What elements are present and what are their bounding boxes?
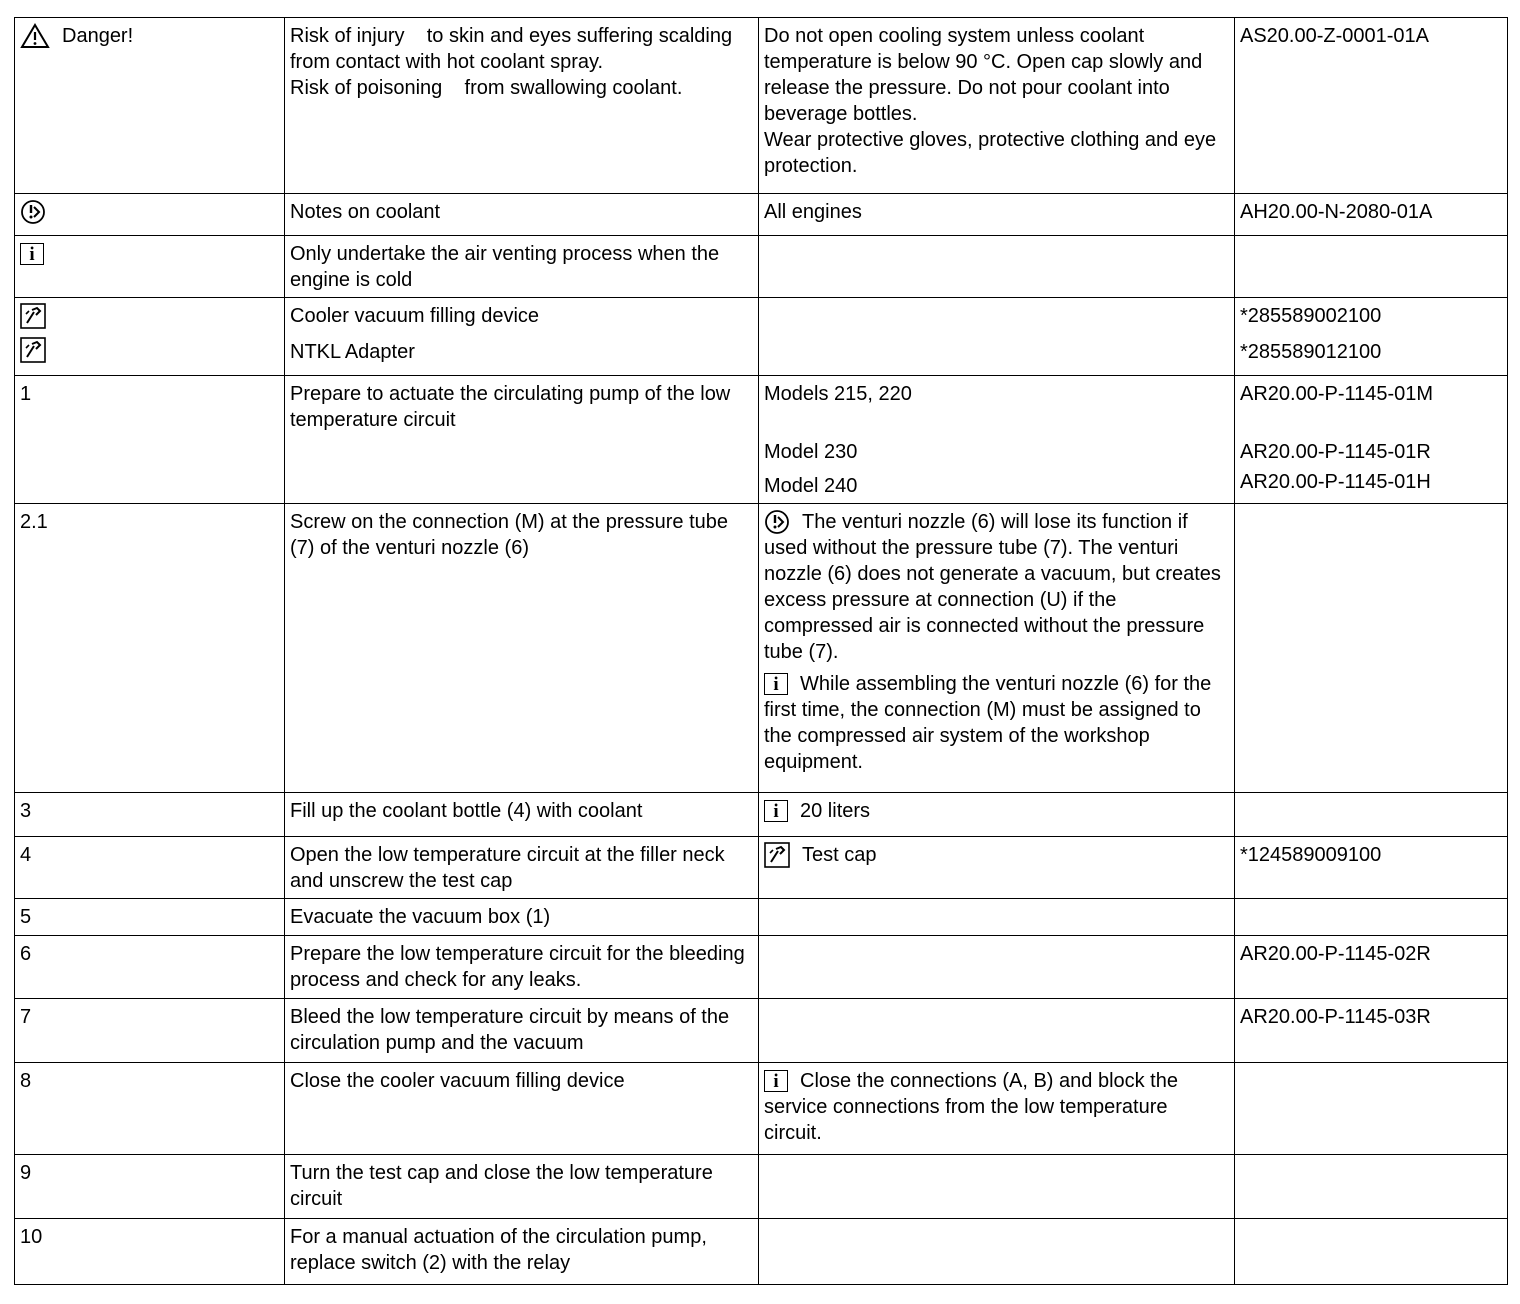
step-refs-cell [1235,376,1508,504]
step-text: Screw on the connection (M) at the pressure tube (7) of the venturi nozzle (6) [290,511,729,559]
step-row-10 [15,1219,1508,1285]
note-arrow-icon [764,509,790,535]
step-ref-cell [1235,793,1508,837]
step-text: Evacuate the vacuum box (1) [290,906,551,928]
model-ref-2: AR20.00-P-1145-01R [1240,441,1431,463]
step-ref: AR20.00-P-1145-02R [1240,943,1431,965]
close-connections-info: Close the connections (A, B) and block the service connections from the low temperature circuit. [764,1070,1178,1144]
info-cold-text-cell [285,236,759,298]
model-2: Model 230 [764,441,858,463]
step-number: 8 [20,1070,32,1092]
step-number: 9 [20,1162,32,1184]
step-row-8 [15,1063,1508,1155]
notes-scope-cell [759,194,1235,236]
danger-label-cell [15,18,285,194]
step-ref-cell [1235,1219,1508,1285]
step-text: Fill up the coolant bottle (4) with coolant [290,800,643,822]
step-empty-cell [759,1155,1235,1219]
risk-poisoning-label: Risk of poisoning [290,77,443,99]
step-text: Prepare to actuate the circulating pump of the low temperature circuit [290,383,731,431]
info-icon: i [20,243,44,265]
notes-icon-cell [15,194,285,236]
step-empty-cell [759,899,1235,936]
danger-row [15,18,1508,194]
step-row-3 [15,793,1508,837]
step-models-cell [759,376,1235,504]
danger-instruction-cell [759,18,1235,194]
test-cap-tool: Test cap [802,844,877,866]
step-number: 1 [20,383,32,405]
step-empty-cell [759,1219,1235,1285]
tool-icon [764,842,790,868]
step-number-cell [15,899,285,936]
step-notes-cell [759,504,1235,793]
model-ref-1: AR20.00-P-1145-01M [1240,383,1434,405]
step-text-cell [285,999,759,1063]
step-tool-cell [759,837,1235,899]
info-icon: i [764,800,788,822]
procedure-table [14,17,1508,1285]
risk-injury-label: Risk of injury [290,25,405,47]
note-arrow-icon [20,199,46,225]
step-ref-cell [1235,504,1508,793]
notes-text: Notes on coolant [290,201,441,223]
step-number-cell [15,1219,285,1285]
step-ref: AR20.00-P-1145-03R [1240,1006,1431,1028]
tools-name-cell [285,298,759,376]
step-number-cell [15,837,285,899]
step-number-cell [15,793,285,837]
step-info-cell [759,1063,1235,1155]
step-text-cell [285,1155,759,1219]
risk-injury-text: to skin and eyes suffering scalding from contact with hot coolant spray. [290,25,733,73]
danger-ref-cell [1235,18,1508,194]
step-text-cell [285,1063,759,1155]
step-number-cell [15,376,285,504]
step-row-4 [15,837,1508,899]
step-text-cell [285,1219,759,1285]
step-text: For a manual actuation of the circulation pump, replace switch (2) with the relay [290,1226,707,1274]
info-icon: i [764,673,788,695]
step-number: 6 [20,943,32,965]
danger-instruction-2: Wear protective gloves, protective clothing and eye protection. [764,129,1217,177]
coolant-volume: 20 liters [800,800,871,822]
info-cold-empty-cell [759,236,1235,298]
step-empty-cell [759,999,1235,1063]
step-text: Close the cooler vacuum filling device [290,1070,625,1092]
step-ref-cell [1235,999,1508,1063]
step-text-cell [285,936,759,999]
step-number-cell [15,1063,285,1155]
notes-scope: All engines [764,201,862,223]
tool-icon [20,303,46,329]
step-number: 3 [20,800,32,822]
step-text-cell [285,837,759,899]
tools-empty-cell [759,298,1235,376]
tools-row [15,298,1508,376]
step-row-6 [15,936,1508,999]
step-text: Prepare the low temperature circuit for the bleeding process and check for any leaks. [290,943,745,991]
step-number-cell [15,504,285,793]
info-icon-cell [15,236,285,298]
danger-ref: AS20.00-Z-0001-01A [1240,25,1430,47]
info-icon: i [764,1070,788,1092]
step-empty-cell [759,936,1235,999]
test-cap-number: *124589009100 [1240,844,1382,866]
model-ref-3: AR20.00-P-1145-01H [1240,471,1431,493]
step-ref-cell [1235,899,1508,936]
step-row-5 [15,899,1508,936]
step-text: Turn the test cap and close the low temperature circuit [290,1162,713,1210]
model-3: Model 240 [764,475,858,497]
step-ref-cell [1235,1063,1508,1155]
step-number-cell [15,999,285,1063]
step-ref-cell [1235,936,1508,999]
tool-number-1: *285589002100 [1240,305,1382,327]
step-text-cell [285,504,759,793]
step-row-2-1 [15,504,1508,793]
danger-risk-cell [285,18,759,194]
danger-instruction-1: Do not open cooling system unless coolant temperature is below 90 °C. Open cap slowly and release the pressure. Do not pour coolant into beverage bottles. [764,25,1203,125]
step-text: Bleed the low temperature circuit by means of the circulation pump and the vacuum [290,1006,730,1054]
info-cold-ref-cell [1235,236,1508,298]
step-number: 10 [20,1226,43,1248]
tool-name-1: Cooler vacuum filling device [290,305,540,327]
notes-ref: AH20.00-N-2080-01A [1240,201,1433,223]
notes-row [15,194,1508,236]
info-cold-row [15,236,1508,298]
tool-number-2: *285589012100 [1240,341,1382,363]
tools-number-cell [1235,298,1508,376]
step-ref-cell [1235,1155,1508,1219]
step-text-cell [285,899,759,936]
step-number-cell [15,936,285,999]
step-text: Open the low temperature circuit at the filler neck and unscrew the test cap [290,844,725,892]
step-row-7 [15,999,1508,1063]
model-1: Models 215, 220 [764,383,912,405]
step-number: 7 [20,1006,32,1028]
warning-triangle-icon [20,23,50,49]
step-row-9 [15,1155,1508,1219]
step-number-cell [15,1155,285,1219]
notes-ref-cell [1235,194,1508,236]
danger-label: Danger! [62,25,134,47]
notes-text-cell [285,194,759,236]
info-cold-text: Only undertake the air venting process when the engine is cold [290,243,720,291]
tool-icon [20,337,46,363]
tools-icon-cell [15,298,285,376]
step-number: 4 [20,844,32,866]
step-number: 5 [20,906,32,928]
venturi-info: While assembling the venturi nozzle (6) for the first time, the connection (M) must be assigned to the compressed air system of the workshop equipment. [764,673,1212,773]
tool-name-2: NTKL Adapter [290,341,415,363]
step-info-cell [759,793,1235,837]
risk-poisoning-text: from swallowing coolant. [464,77,683,99]
venturi-note: The venturi nozzle (6) will lose its function if used without the pressure tube (7). The venturi nozzle (6) does not generate a vacuum, but creates excess pressure at connection (U) if the compressed air is connected without the pressure tube (7). [764,511,1221,663]
step-row-1 [15,376,1508,504]
step-text-cell [285,793,759,837]
step-text-cell [285,376,759,504]
step-ref-cell [1235,837,1508,899]
step-number: 2.1 [20,511,48,533]
